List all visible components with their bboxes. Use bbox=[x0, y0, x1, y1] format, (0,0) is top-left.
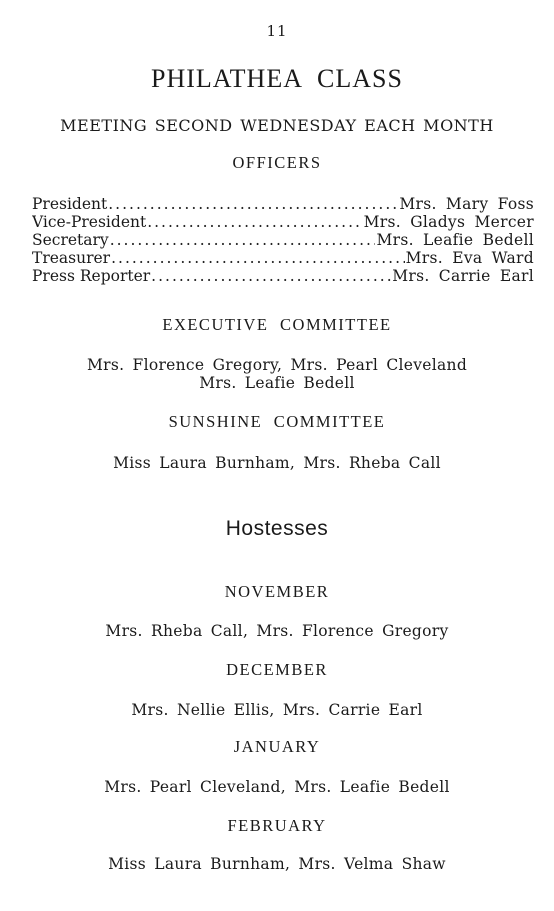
month-heading-january: JANUARY bbox=[233, 737, 321, 756]
month-heading-november: NOVEMBER bbox=[224, 582, 330, 601]
dot-leader bbox=[151, 267, 391, 285]
executive-committee-heading: EXECUTIVE COMMITTEE bbox=[162, 315, 392, 334]
page-title: PHILATHEA CLASS bbox=[151, 64, 403, 93]
officer-name: Mrs. Gladys Mercer bbox=[363, 213, 534, 231]
officer-role: Treasurer bbox=[32, 249, 111, 267]
officer-row-secretary bbox=[32, 231, 534, 249]
hostesses-title: Hostesses bbox=[225, 517, 329, 540]
page-number: 11 bbox=[266, 22, 288, 40]
hostess-names: Mrs. Nellie Ellis, Mrs. Carrie Earl bbox=[131, 701, 423, 719]
sunshine-committee-members: Miss Laura Burnham, Mrs. Rheba Call bbox=[113, 454, 441, 472]
officer-role: Vice-President bbox=[32, 213, 147, 231]
officers-heading: OFFICERS bbox=[232, 153, 322, 172]
officer-name: Mrs. Leafie Bedell bbox=[376, 231, 534, 249]
officer-name: Mrs. Carrie Earl bbox=[392, 267, 534, 285]
hostess-names: Mrs. Pearl Cleveland, Mrs. Leafie Bedell bbox=[104, 778, 450, 796]
month-heading-december: DECEMBER bbox=[226, 660, 328, 679]
hostess-names: Mrs. Rheba Call, Mrs. Florence Gregory bbox=[105, 622, 449, 640]
officers-list bbox=[32, 195, 534, 285]
officer-row-vice-president bbox=[32, 213, 534, 231]
officer-role: Press Reporter bbox=[32, 267, 151, 285]
meeting-schedule: MEETING SECOND WEDNESDAY EACH MONTH bbox=[60, 116, 494, 135]
officer-name: Mrs. Eva Ward bbox=[405, 249, 534, 267]
officer-row-president bbox=[32, 195, 534, 213]
officer-role: Secretary bbox=[32, 231, 109, 249]
month-heading-february: FEBRUARY bbox=[227, 816, 327, 835]
officer-name: Mrs. Mary Foss bbox=[399, 195, 534, 213]
hostess-names: Miss Laura Burnham, Mrs. Velma Shaw bbox=[108, 855, 446, 873]
officer-role: President bbox=[32, 195, 108, 213]
dot-leader bbox=[147, 213, 362, 231]
dot-leader bbox=[111, 249, 405, 267]
sunshine-committee-heading: SUNSHINE COMMITTEE bbox=[168, 412, 386, 431]
dot-leader bbox=[110, 231, 376, 249]
officer-row-press-reporter bbox=[32, 267, 534, 285]
officer-row-treasurer bbox=[32, 249, 534, 267]
dot-leader bbox=[108, 195, 398, 213]
executive-committee-members: Mrs. Leafie Bedell bbox=[199, 374, 355, 392]
executive-committee-members: Mrs. Florence Gregory, Mrs. Pearl Cleveland bbox=[86, 356, 468, 374]
